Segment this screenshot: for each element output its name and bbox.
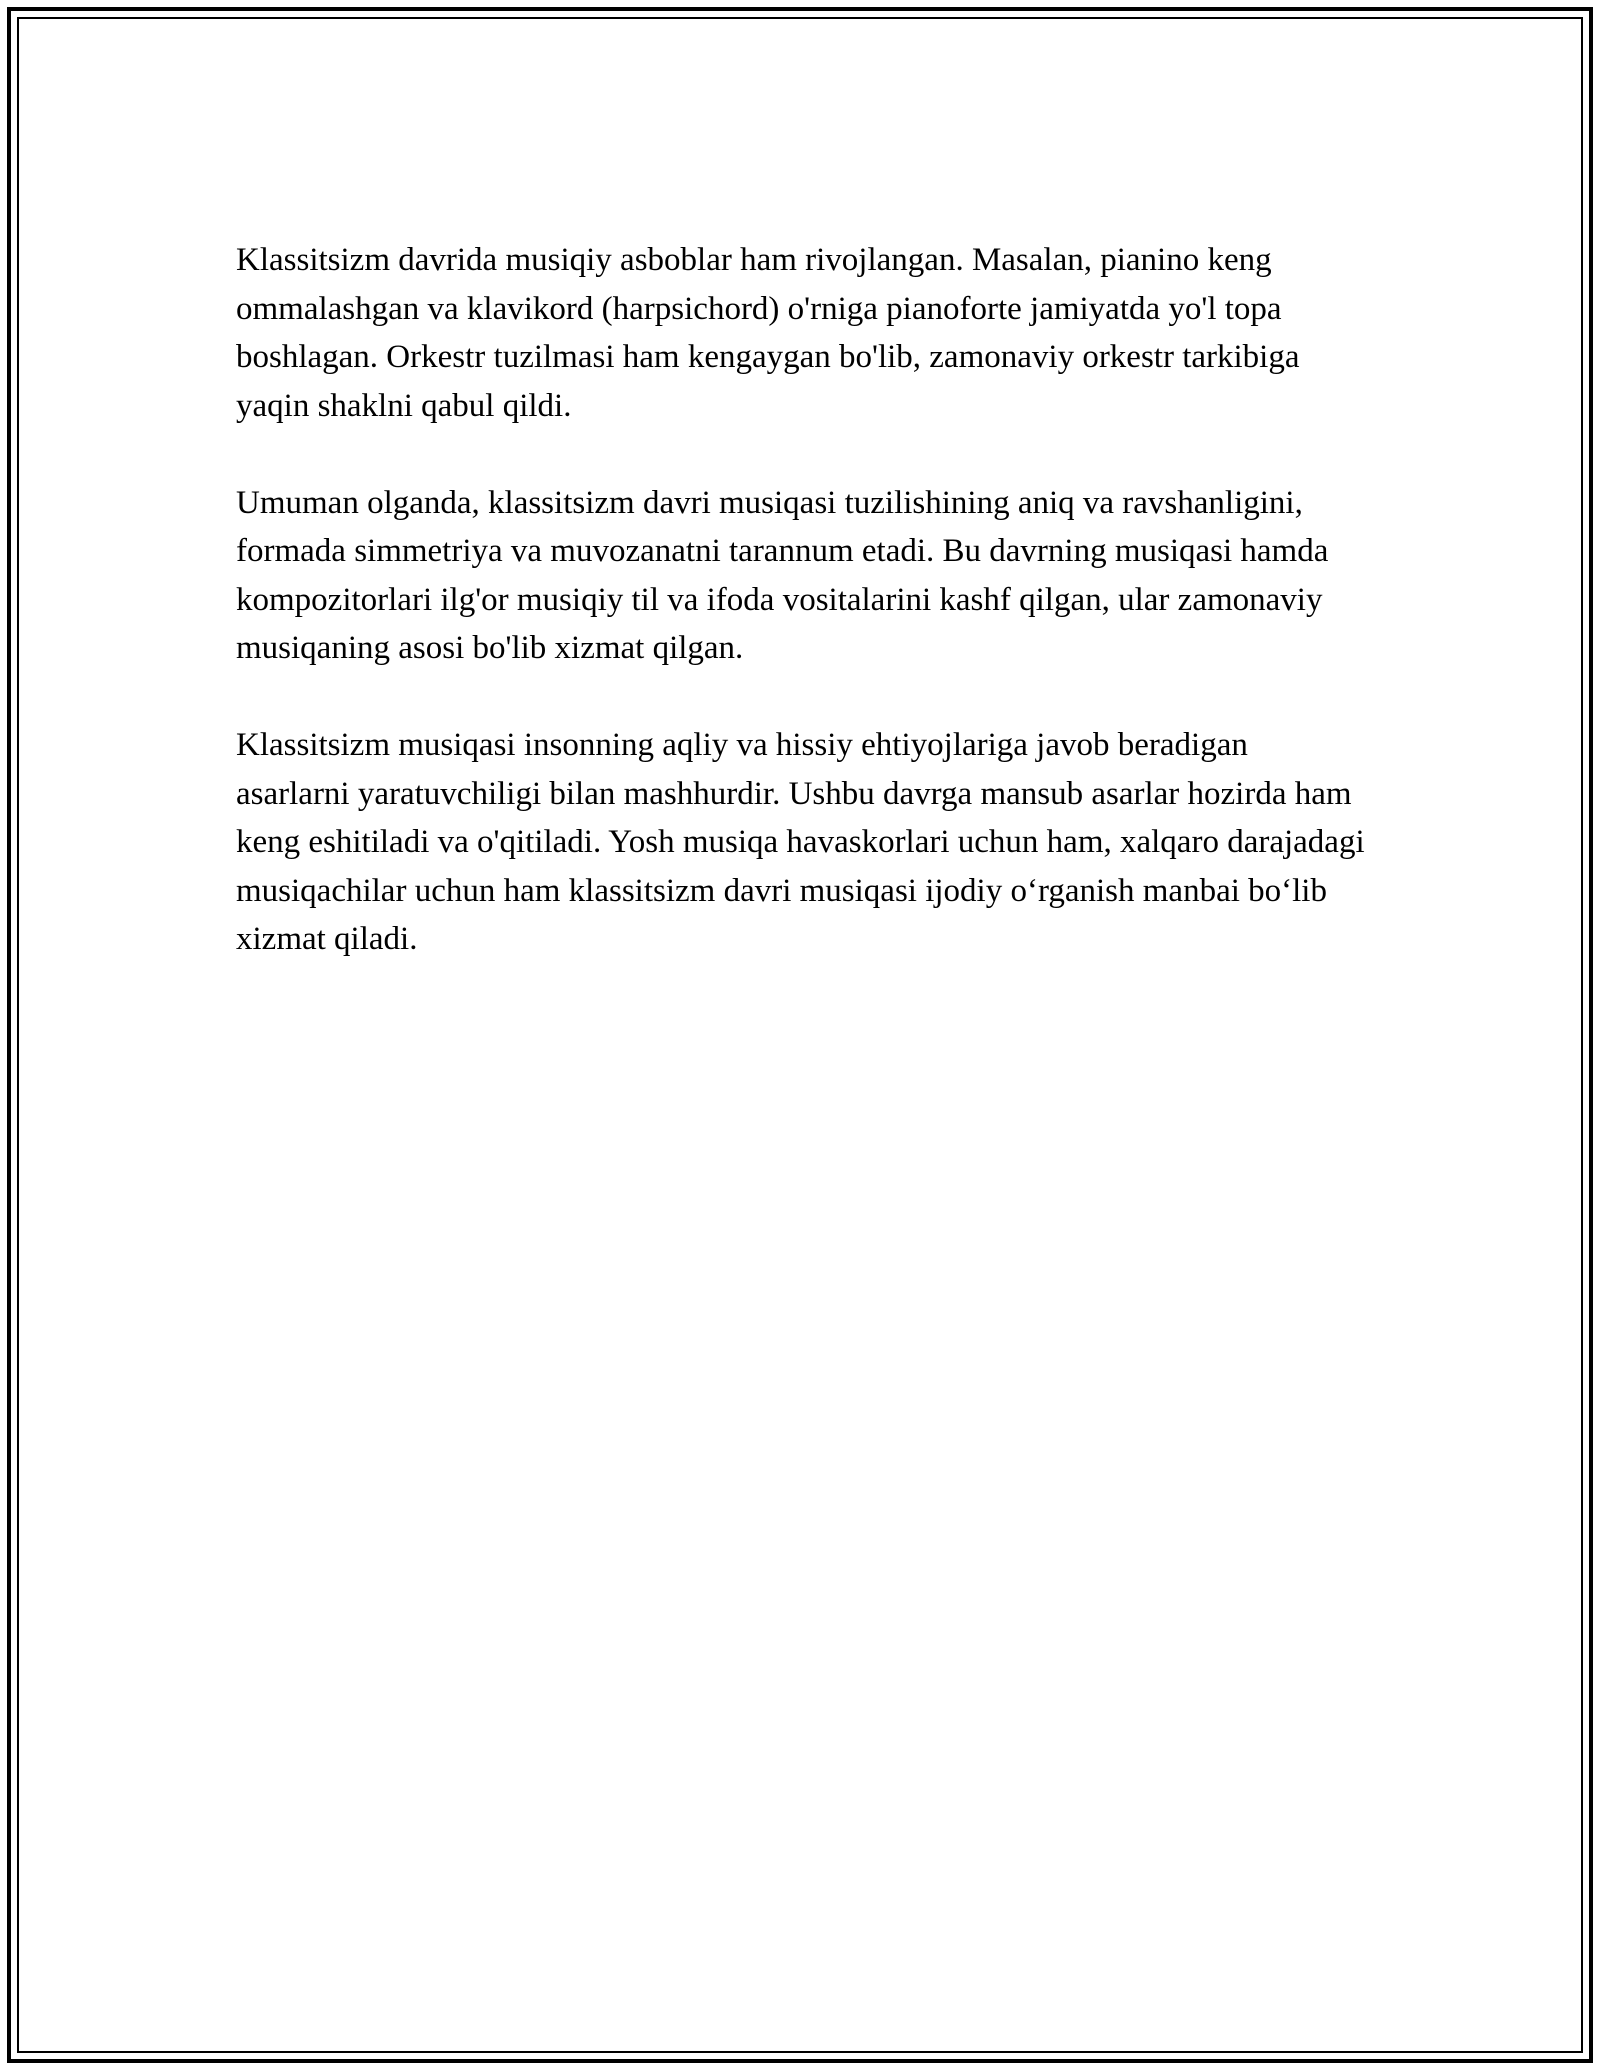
- paragraph-3: Klassitsizm musiqasi insonning aqliy va hissiy ehtiyojlariga javob beradigan asarlarni yaratuvchiligi bilan mashhurdir. Ushbu davrga mansub asarlar hozirda ham keng eshitiladi va o'qitiladi. Yosh musiqa havaskorlari uchun ham, xalqaro darajadagi musiqachilar uchun ham klassitsizm davri musiqasi ijodiy o‘rganish manbai bo‘lib xizmat qiladi.: [236, 727, 1365, 957]
- paragraph-1: Klassitsizm davrida musiqiy asboblar ham rivojlangan. Masalan, pianino keng ommalashgan va klavikord (harpsichord) o'rniga pianoforte jamiyatda yo'l topa boshlagan. Orkestr tuzilmasi ham kengaygan bo'lib, zamonaviy orkestr tarkibiga yaqin shaklni qabul qildi.: [236, 242, 1300, 424]
- paragraph-2: Umuman olganda, klassitsizm davri musiqasi tuzilishining aniq va ravshanligini, formada simmetriya va muvozanatni tarannum etadi. Bu davrning musiqasi hamda kompozitorlari ilg'or musiqiy til va ifoda vositalarini kashf qilgan, ular zamonaviy musiqaning asosi bo'lib xizmat qilgan.: [236, 484, 1329, 666]
- document-body: [236, 236, 1366, 1012]
